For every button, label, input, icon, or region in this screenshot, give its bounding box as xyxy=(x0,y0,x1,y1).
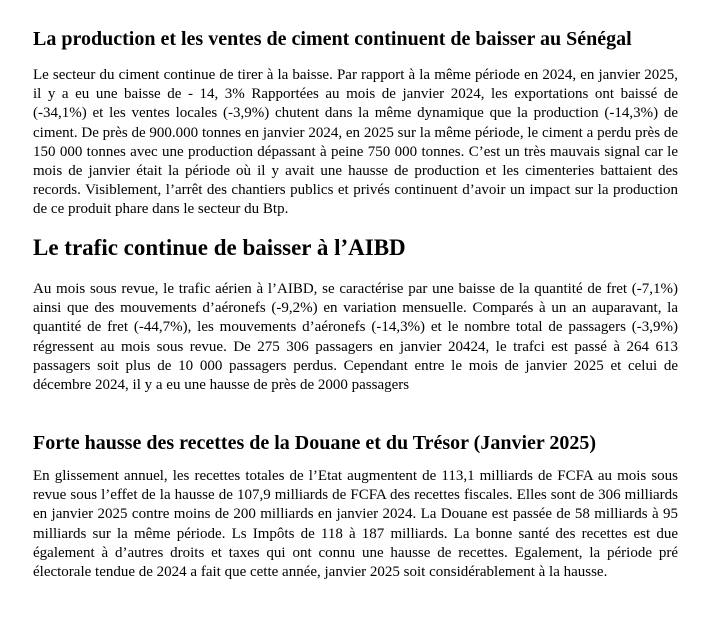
section-title-cement: La production et les ventes de ciment continuent de baisser au Sénégal xyxy=(33,28,632,50)
section-body-cement: Le secteur du ciment continue de tirer à la baisse. Par rapport à la même période en 2024, en janvier 2025, il y a eu une baisse de - 14, 3% Rapportées au mois de janvier 2024, les exportations ont baissé de (-34,1%) et les ventes locales (-3,9%) chutent dans la même dynamique que la production (-14,3%) de ciment. De près de 900.000 tonnes en janvier 2024, en 2025 sur la même période, le ciment a perdu près de 150 000 tonnes avec une production dépassant à peine 750 000 tonnes. C’est un très mauvais signal car le mois de janvier était la période où il y avait une hausse de production et les cimenteries battaient des records. Visiblement, l’arrêt des chantiers publics et privés continuent d’avoir un impact sur la production de ce produit phare dans le secteur du Btp. xyxy=(33,67,678,218)
section-body-customs-revenue: En glissement annuel, les recettes totales de l’Etat augmentent de 113,1 milliards de FCFA au mois sous revue sous l’effet de la hausse de 107,9 milliards de FCFA des recettes fiscales. Elles sont de 306 milliards en janvier 2025 contre moins de 200 milliards en janvier 2024. La Douane est passée de 58 milliards à 95 milliards sur la même période. Ls Impôts de 118 à 187 milliards. La bonne santé des recettes est due également à d’autres droits et taxes qui ont connu une hausse de recettes. Egalement, la période pré électorale tendue de 2024 a fait que cette année, janvier 2025 soit considérablement à la hausse. xyxy=(33,468,678,581)
section-title-aibd-traffic: Le trafic continue de baisser à l’AIBD xyxy=(33,235,406,260)
section-title-customs-revenue: Forte hausse des recettes de la Douane et du Trésor (Janvier 2025) xyxy=(33,432,597,454)
section-body-aibd-traffic: Au mois sous revue, le trafic aérien à l’AIBD, se caractérise par une baisse de la quantité de fret (-7,1%) ainsi que des mouvements d’aéronefs (-9,2%) en variation mensuelle. Comparés à un an auparavant, la quantité de fret (-44,7%), les mouvements d’aéronefs (-14,3%) et le nombre total de passagers (-3,9%) régressent au mois sous revue. De 275 306 passagers en janvier 20424, le trafci est passé à 264 613 passagers soit plus de 10 000 passagers perdus. Cependant entre le mois de janvier 2025 et celui de décembre 2024, il y a eu une hausse de près de 2000 passagers xyxy=(33,281,678,394)
